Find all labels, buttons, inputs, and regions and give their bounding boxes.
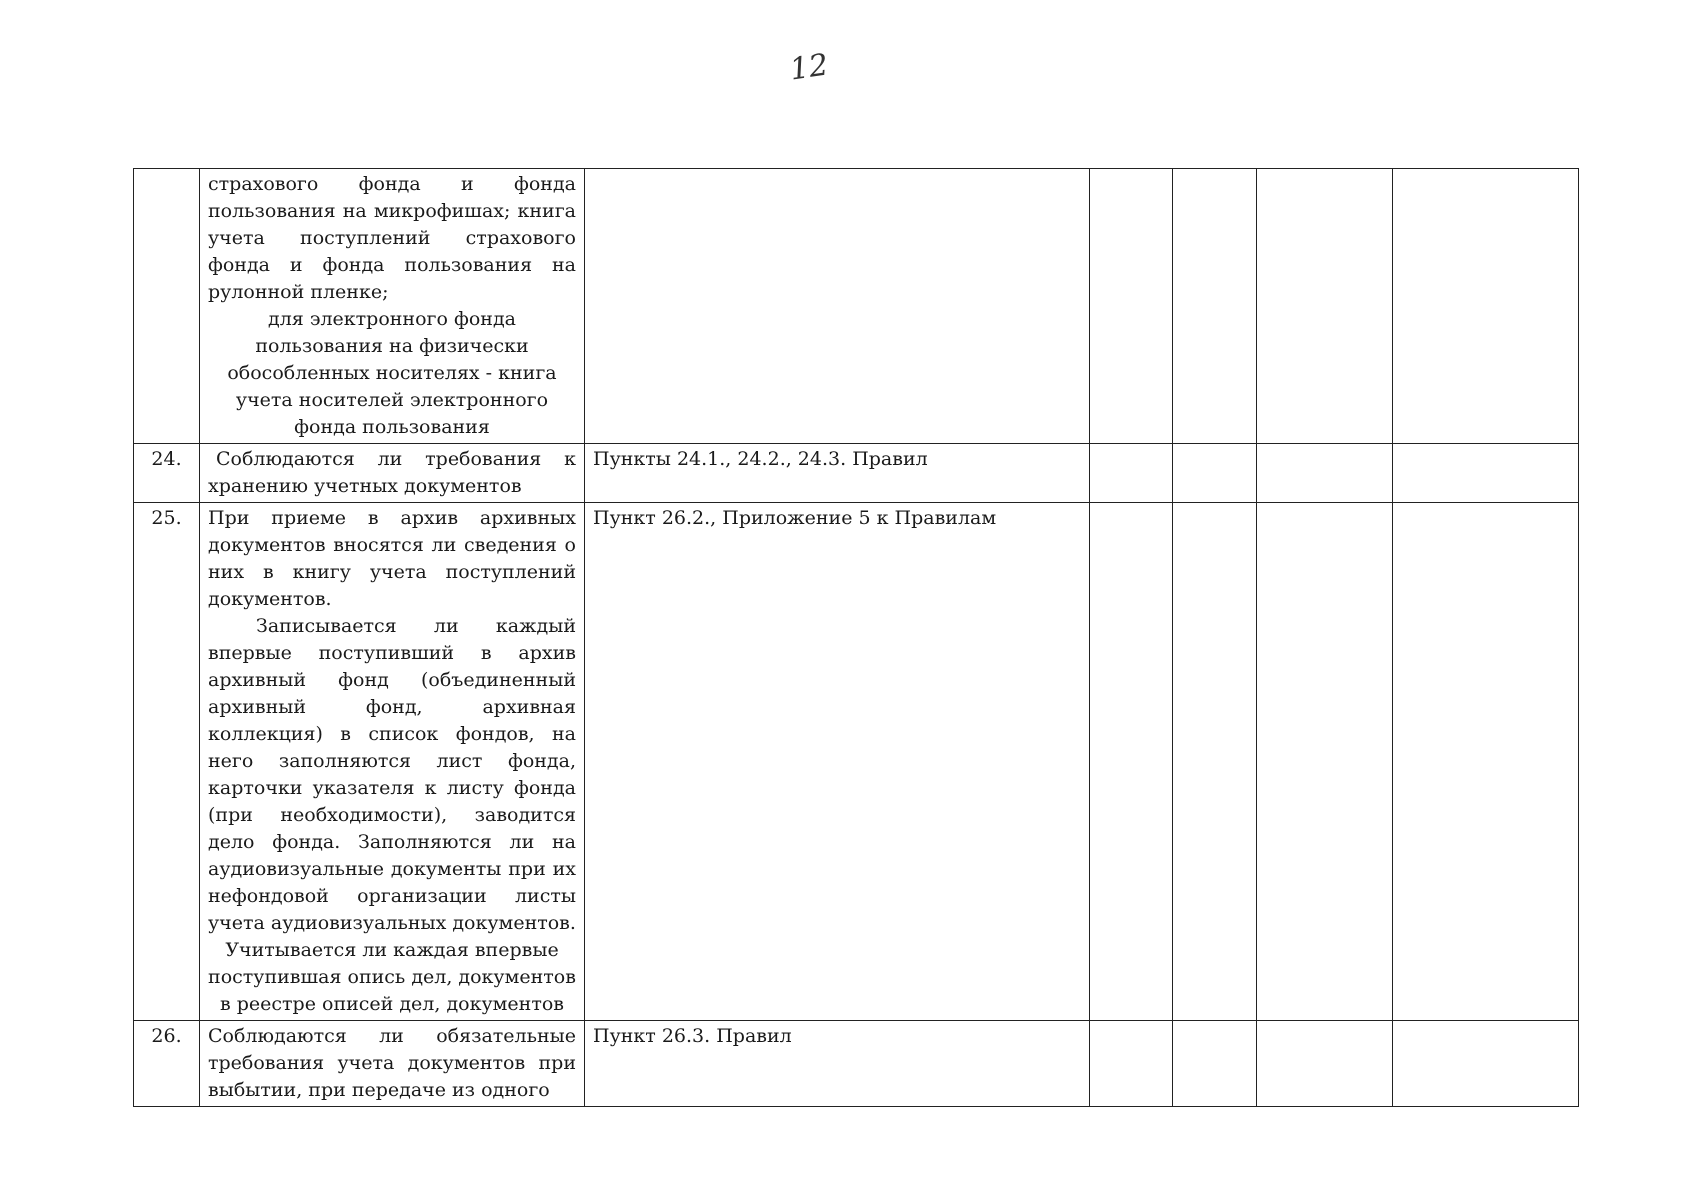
question-paragraph: При приеме в архив архивных документов вносятся ли сведения о них в книгу учета поступлений документов.	[208, 507, 576, 610]
row-number	[134, 169, 200, 444]
empty-cell	[1393, 169, 1579, 444]
empty-cell	[1393, 503, 1579, 1021]
row-number: 26.	[134, 1021, 200, 1107]
empty-cell	[1090, 1021, 1173, 1107]
row-number: 25.	[134, 503, 200, 1021]
empty-cell	[1173, 169, 1257, 444]
question-paragraph: Учитывается ли каждая впервые поступившая опись дел, документов в реестре описей дел, документов	[208, 939, 576, 1015]
question-paragraph: Соблюдаются ли требования к хранению учетных документов	[208, 448, 576, 497]
question-cell	[200, 1021, 585, 1107]
question-cell	[200, 169, 585, 444]
empty-cell	[1257, 1021, 1393, 1107]
empty-cell	[1393, 1021, 1579, 1107]
table-row	[134, 169, 1579, 444]
empty-cell	[1257, 169, 1393, 444]
empty-cell	[1090, 444, 1173, 503]
table-row	[134, 444, 1579, 503]
question-paragraph: для электронного фонда пользования на физически обособленных носителях - книга учета носителей электронного фонда пользования	[227, 308, 557, 438]
page-number: 12	[787, 47, 831, 88]
question-paragraph: страхового фонда и фонда пользования на микрофишах; книга учета поступлений страхового фонда и фонда пользования на рулонной пленке;	[208, 173, 576, 303]
empty-cell	[1090, 503, 1173, 1021]
reference-cell: Пункты 24.1., 24.2., 24.3. Правил	[585, 444, 1090, 503]
question-paragraph: Записывается ли каждый впервые поступивший в архив архивный фонд (объединенный архивный фонд, архивная коллекция) в список фондов, на него заполняются лист фонда, карточки указателя к листу фонда (при необходимости), заводится дело фонда. Заполняются ли на аудиовизуальные документы при их нефондовой организации листы учета аудиовизуальных документов.	[208, 615, 576, 934]
checklist-table	[133, 168, 1579, 1107]
empty-cell	[1257, 444, 1393, 503]
question-cell	[200, 444, 585, 503]
question-paragraph: Соблюдаются ли обязательные требования учета документов при выбытии, при передаче из одного	[208, 1025, 576, 1101]
empty-cell	[1173, 1021, 1257, 1107]
table-row	[134, 503, 1579, 1021]
empty-cell	[1257, 503, 1393, 1021]
empty-cell	[1173, 444, 1257, 503]
empty-cell	[1173, 503, 1257, 1021]
question-cell	[200, 503, 585, 1021]
empty-cell	[1090, 169, 1173, 444]
table-row	[134, 1021, 1579, 1107]
reference-cell	[585, 169, 1090, 444]
empty-cell	[1393, 444, 1579, 503]
row-number: 24.	[134, 444, 200, 503]
reference-cell: Пункт 26.2., Приложение 5 к Правилам	[585, 503, 1090, 1021]
reference-cell: Пункт 26.3. Правил	[585, 1021, 1090, 1107]
